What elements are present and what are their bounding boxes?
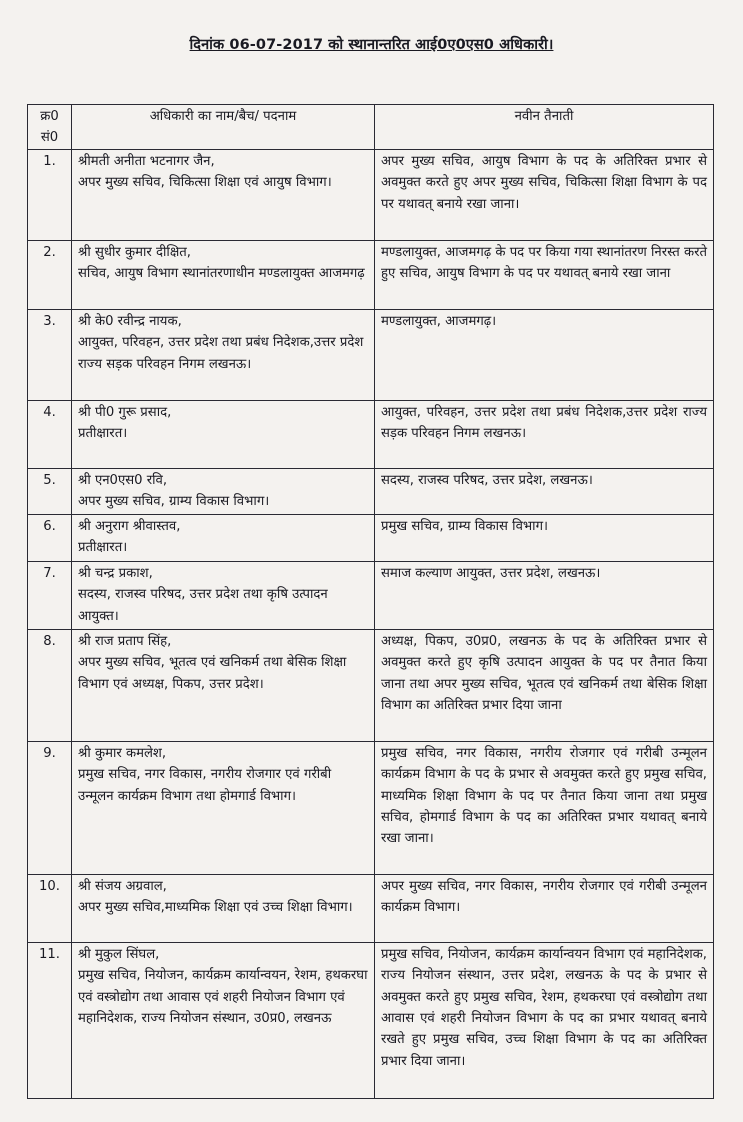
table-row	[28, 149, 714, 240]
serial-number-cell: 9.	[28, 741, 72, 874]
officer-name: श्री अनुराग श्रीवास्तव,	[78, 518, 181, 534]
new-posting-cell: समाज कल्याण आयुक्त, उत्तर प्रदेश, लखनऊ।	[375, 561, 714, 629]
table-row	[28, 561, 714, 629]
table-row	[28, 240, 714, 309]
officer-cell	[72, 629, 375, 741]
officer-designation: प्रमुख सचिव, नगर विकास, नगरीय रोजगार एवं गरीबी उन्मूलन कार्यक्रम विभाग तथा होमगार्ड विभाग।	[78, 767, 332, 804]
officer-name: श्री सुधीर कुमार दीक्षित,	[78, 244, 191, 260]
officer-name: श्री मुकुल सिंघल,	[78, 946, 160, 962]
table-row	[28, 468, 714, 514]
serial-number-cell: 7.	[28, 561, 72, 629]
table-row	[28, 514, 714, 561]
serial-number-cell: 2.	[28, 240, 72, 309]
serial-number-cell: 4.	[28, 400, 72, 468]
officer-cell	[72, 468, 375, 514]
new-posting-cell: अध्यक्ष, पिकप, उ0प्र0, लखनऊ के पद के अतिरिक्त प्रभार से अवमुक्त करते हुए कृषि उत्पादन आयुक्त के पद पर तैनात किया जाना तथा अपर मुख्य सचिव, भूतत्व एवं खनिकर्म तथा बेसिक शिक्षा विभाग का अतिरिक्त प्रभार दिया जाना	[375, 629, 714, 741]
officer-designation: सदस्य, राजस्व परिषद, उत्तर प्रदेश तथा कृषि उत्पादन आयुक्त।	[78, 587, 328, 624]
table-row	[28, 309, 714, 400]
officer-name: श्रीमती अनीता भटनागर जैन,	[78, 153, 215, 169]
officer-designation: अपर मुख्य सचिव,माध्यमिक शिक्षा एवं उच्च शिक्षा विभाग।	[78, 900, 353, 916]
officer-cell	[72, 561, 375, 629]
officer-cell	[72, 149, 375, 240]
officer-designation: अपर मुख्य सचिव, भूतत्व एवं खनिकर्म तथा बेसिक शिक्षा विभाग एवं अध्यक्ष, पिकप, उत्तर प्रदेश।	[78, 655, 347, 692]
officer-designation: अपर मुख्य सचिव, ग्राम्य विकास विभाग।	[78, 494, 270, 510]
new-posting-cell: मण्डलायुक्त, आजमगढ़ के पद पर किया गया स्थानांतरण निरस्त करते हुए सचिव, आयुष विभाग के पद पर यथावत् बनाये रखा जाना	[375, 240, 714, 309]
serial-number-cell: 11.	[28, 942, 72, 1098]
serial-number-cell: 1.	[28, 149, 72, 240]
table-row	[28, 400, 714, 468]
officer-name: श्री एन0एस0 रवि,	[78, 472, 168, 488]
new-posting-cell: मण्डलायुक्त, आजमगढ़।	[375, 309, 714, 400]
officer-cell	[72, 942, 375, 1098]
officer-column-header: अधिकारी का नाम/बैच/ पदनाम	[72, 105, 375, 150]
officer-cell	[72, 741, 375, 874]
officer-designation: आयुक्त, परिवहन, उत्तर प्रदेश तथा प्रबंध निदेशक,उत्तर प्रदेश राज्य सड़क परिवहन निगम लखनऊ।	[78, 335, 364, 372]
officer-name: श्री संजय अग्रवाल,	[78, 878, 167, 894]
new-posting-cell: अपर मुख्य सचिव, नगर विकास, नगरीय रोजगार एवं गरीबी उन्मूलन कार्यक्रम विभाग।	[375, 874, 714, 942]
transfer-table	[27, 104, 714, 1099]
officer-cell	[72, 240, 375, 309]
table-row	[28, 874, 714, 942]
officer-cell	[72, 400, 375, 468]
new-posting-cell: प्रमुख सचिव, ग्राम्य विकास विभाग।	[375, 514, 714, 561]
serial-number-cell: 5.	[28, 468, 72, 514]
officer-name: श्री चन्द्र प्रकाश,	[78, 565, 153, 581]
officer-designation: प्रमुख सचिव, नियोजन, कार्यक्रम कार्यान्वयन, रेशम, हथकरघा एवं वस्त्रोद्योग तथा आवास एवं शहरी नियोजन विभाग एवं महानिदेशक, राज्य नियोजन संस्थान, उ0प्र0, लखनऊ	[78, 968, 368, 1027]
serial-number-cell: 8.	[28, 629, 72, 741]
officer-name: श्री कुमार कमलेश,	[78, 745, 167, 761]
officer-designation: सचिव, आयुष विभाग स्थानांतरणाधीन मण्डलायुक्त आजमगढ़	[78, 266, 365, 282]
page-title: दिनांक 06-07-2017 को स्थानान्तरित आई0ए0एस0 अधिकारी।	[189, 37, 554, 53]
new-posting-cell: प्रमुख सचिव, नियोजन, कार्यक्रम कार्यान्वयन विभाग एवं महानिदेशक, राज्य नियोजन संस्थान, उत्तर प्रदेश, लखनऊ के पद के प्रभार से अवमुक्त करते हुए प्रमुख सचिव, रेशम, हथकरघा एवं वस्त्रोद्योग तथा आवास एवं शहरी नियोजन विभाग के पद का प्रभार यथावत् बनाये रखते हुए प्रमुख सचिव, उच्च शिक्षा विभाग के पद का अतिरिक्त प्रभार दिया जाना।	[375, 942, 714, 1098]
officer-name: श्री के0 रवीन्द्र नायक,	[78, 313, 182, 329]
officer-designation: प्रतीक्षारत।	[78, 540, 128, 556]
posting-column-header: नवीन तैनाती	[375, 105, 714, 150]
new-posting-cell: आयुक्त, परिवहन, उत्तर प्रदेश तथा प्रबंध निदेशक,उत्तर प्रदेश राज्य सड़क परिवहन निगम लखनऊ।	[375, 400, 714, 468]
officer-cell	[72, 309, 375, 400]
serial-number-cell: 6.	[28, 514, 72, 561]
new-posting-cell: प्रमुख सचिव, नगर विकास, नगरीय रोजगार एवं गरीबी उन्मूलन कार्यक्रम विभाग के पद के प्रभार से अवमुक्त करते हुए प्रमुख सचिव, माध्यमिक शिक्षा विभाग के पद पर तैनात किया जाना तथा प्रमुख सचिव, होमगार्ड विभाग के पद का अतिरिक्त प्रभार यथावत् बनाये रखा जाना।	[375, 741, 714, 874]
officer-designation: प्रतीक्षारत।	[78, 426, 128, 442]
officer-cell	[72, 874, 375, 942]
officer-name: श्री राज प्रताप सिंह,	[78, 633, 172, 649]
officer-designation: अपर मुख्य सचिव, चिकित्सा शिक्षा एवं आयुष विभाग।	[78, 175, 332, 191]
serial-column-header: क्र0 सं0	[28, 105, 72, 150]
serial-number-cell: 3.	[28, 309, 72, 400]
new-posting-cell: अपर मुख्य सचिव, आयुष विभाग के पद के अतिरिक्त प्रभार से अवमुक्त करते हुए अपर मुख्य सचिव, चिकित्सा शिक्षा विभाग के पद पर यथावत् बनाये रखा जाना।	[375, 149, 714, 240]
table-row	[28, 741, 714, 874]
officer-cell	[72, 514, 375, 561]
new-posting-cell: सदस्य, राजस्व परिषद, उत्तर प्रदेश, लखनऊ।	[375, 468, 714, 514]
table-header-row	[28, 105, 714, 150]
table-row	[28, 629, 714, 741]
serial-number-cell: 10.	[28, 874, 72, 942]
officer-name: श्री पी0 गुरू प्रसाद,	[78, 404, 172, 420]
table-row	[28, 942, 714, 1098]
